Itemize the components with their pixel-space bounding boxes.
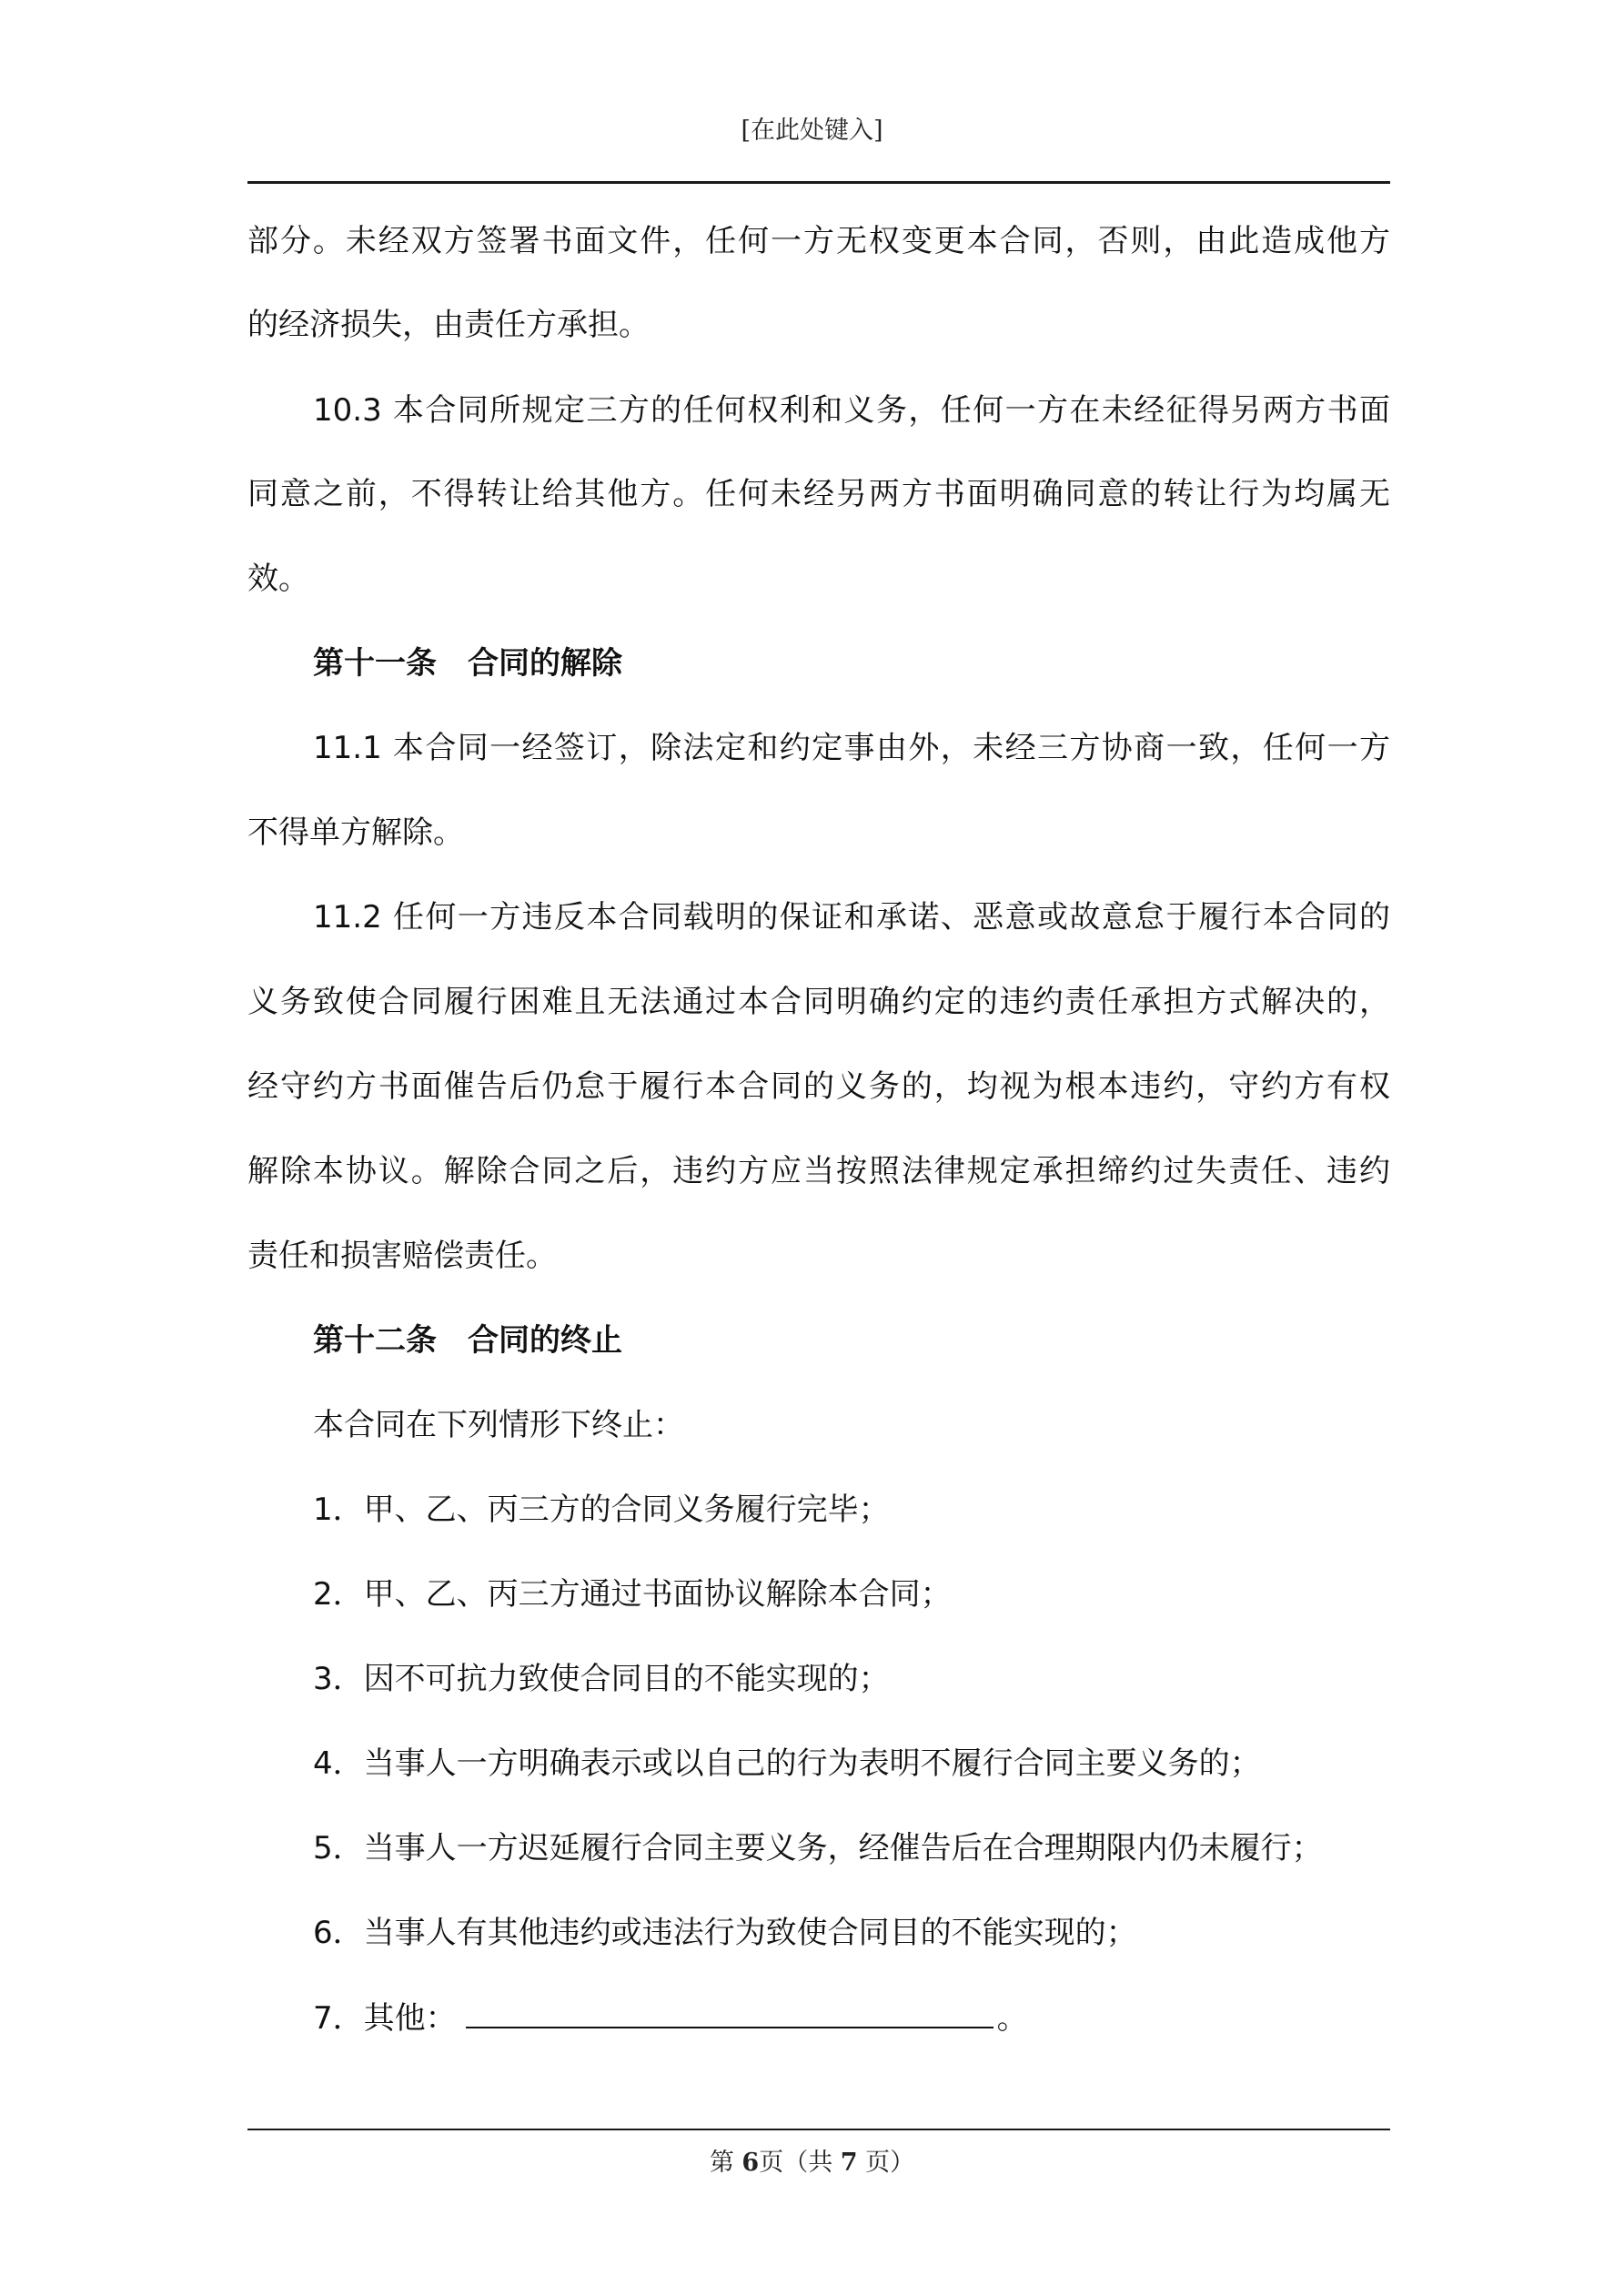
footer-suffix: 页） bbox=[857, 2149, 915, 2177]
footer-middle: 页（共 bbox=[759, 2149, 841, 2177]
page-header: [在此处键入] bbox=[741, 116, 883, 145]
paragraph-line: 经守约方书面催告后仍怠于履行本合同的义务的，均视为根本违约，守约方有权 bbox=[247, 1068, 1390, 1105]
current-page-number: 6 bbox=[741, 2149, 760, 2177]
list-item-other bbox=[313, 1996, 1390, 2040]
list-item-other-label: 7．其他： bbox=[313, 2000, 457, 2037]
list-item: 6．当事人有其他违约或违法行为致使合同目的不能实现的； bbox=[313, 1915, 1137, 1951]
paragraph-line: 的经济损失，由责任方承担。 bbox=[247, 307, 650, 343]
paragraph-line: 义务致使合同履行困难且无法通过本合同明确约定的违约责任承担方式解决的， bbox=[247, 984, 1390, 1020]
paragraph-line: 效。 bbox=[247, 561, 309, 597]
article-11-heading: 第十一条 合同的解除 bbox=[313, 645, 622, 682]
total-page-number: 7 bbox=[840, 2149, 858, 2177]
article-12-heading: 第十二条 合同的终止 bbox=[313, 1322, 622, 1359]
clause-11-2-line: 11.2 任何一方违反本合同载明的保证和承诺、恶意或故意怠于履行本合同的 bbox=[313, 899, 1390, 936]
page-footer bbox=[0, 2147, 1624, 2180]
list-item: 3．因不可抗力致使合同目的不能实现的； bbox=[313, 1661, 890, 1697]
footer-prefix: 第 bbox=[709, 2149, 742, 2177]
paragraph-line: 解除本协议。解除合同之后，违约方应当按照法律规定承担缔约过失责任、违约 bbox=[247, 1153, 1390, 1189]
clause-11-1-line: 11.1 本合同一经签订，除法定和约定事由外，未经三方协商一致，任何一方 bbox=[313, 730, 1390, 766]
clause-10-3-line: 10.3 本合同所规定三方的任何权利和义务，任何一方在未经征得另两方书面 bbox=[313, 392, 1390, 429]
header-rule bbox=[247, 181, 1390, 184]
article-12-intro: 本合同在下列情形下终止： bbox=[313, 1407, 684, 1443]
list-item: 4．当事人一方明确表示或以自己的行为表明不履行合同主要义务的； bbox=[313, 1745, 1261, 1782]
paragraph-line: 部分。未经双方签署书面文件，任何一方无权变更本合同，否则，由此造成他方 bbox=[247, 223, 1390, 259]
list-item: 2．甲、乙、丙三方通过书面协议解除本合同； bbox=[313, 1576, 952, 1613]
list-item-other-end: 。 bbox=[996, 2000, 1028, 2037]
paragraph-line: 同意之前，不得转让给其他方。任何未经另两方书面明确同意的转让行为均属无 bbox=[247, 476, 1390, 512]
list-item: 5．当事人一方迟延履行合同主要义务，经催告后在合理期限内仍未履行； bbox=[313, 1830, 1323, 1866]
fill-in-blank[interactable] bbox=[466, 1996, 994, 2028]
paragraph-line: 责任和损害赔偿责任。 bbox=[247, 1238, 557, 1274]
footer-rule bbox=[247, 2129, 1390, 2130]
list-item: 1．甲、乙、丙三方的合同义务履行完毕； bbox=[313, 1492, 890, 1528]
paragraph-line: 不得单方解除。 bbox=[247, 814, 464, 851]
